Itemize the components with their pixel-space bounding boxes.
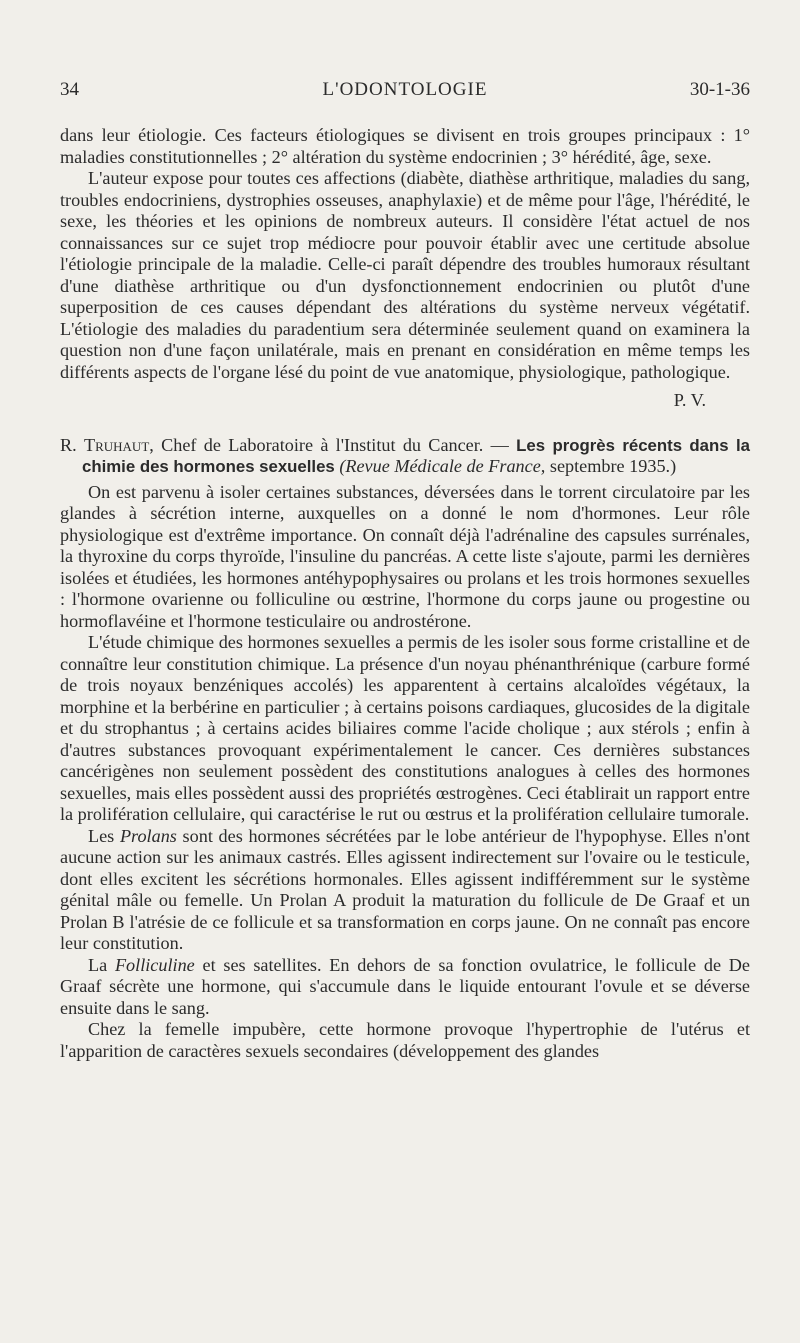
term-prolans: Prolans [119,825,177,846]
running-header [60,79,750,103]
paragraph: dans leur étiologie. Ces facteurs étiologiques se divisent en trois groupes principaux : 1° maladies constitutionnelles ; 2° altération du système endocrinien ; 3° hérédité, âge, sexe. [60,125,750,167]
source-date: septembre 1935.) [549,456,677,476]
journal-title: L'ODONTOLOGIE [322,79,488,100]
author-role: , Chef de Laboratoire à l'Institut du Cancer. — [149,434,509,455]
author-initial: R. [60,434,77,455]
paragraph: Chez la femelle impubère, cette hormone provoque l'hypertrophie de l'utérus et l'apparition de caractères sexuels secondaires (développement des glandes [60,1019,750,1061]
text-run: et ses satellites. En dehors de sa fonction ovulatrice, le follicule de De Graaf sécrète une hormone, qui s'accumule dans le liquide entourant l'ovule et se déverse ensuite dans le sang. [60,954,750,1018]
source-journal: (Revue Médicale de France, [339,456,546,476]
paragraph [60,826,750,955]
reviewer-signature: P. V. [673,390,706,410]
text-run: Les [88,825,120,846]
article-body [60,125,750,1062]
text-run: sont des hormones sécrétées par le lobe antérieur de l'hypophyse. Elles n'ont aucune action sur les animaux castrés. Elles agissent indirectement sur l'ovaire ou le testicule, dont elles excitent les sécrétions hormonales. Elles agissent indifféremment sur le système génital mâle ou femelle. Un Prolan A produit la maturation du follicule de De Graaf et un Prolan B l'atrésie de ce follicule et sa transformation en corps jaune. On ne connaît pas encore leur constitution. [60,825,750,953]
paragraph [60,955,750,1020]
author-name: Truhaut [83,434,150,455]
article-title: Les progrès récents dans la chimie des hormones sexuelles [82,435,751,476]
text-run: La [88,954,115,975]
issue-date: 30-1-36 [689,79,750,100]
term-folliculine: Folliculine [114,954,195,975]
paragraph: On est parvenu à isoler certaines substances, déversées dans le torrent circulatoire par les glandes à sécrétion interne, auxquelles on a donné le nom d'hormones. Leur rôle physiologique est d'extrême importance. On connaît déjà l'adrénaline des capsules surrénales, la thyroxine du corps thyroïde, l'insuline du pancréas. A cette liste s'ajoute, parmi les dernières isolées et étudiées, les hormones antéhypophysaires ou prolans et les trois hormones sexuelles : l'hormone ovarienne ou folliculine ou œstrine, l'hormone du corps jaune ou progestine ou hormoflavéine et l'hormone testiculaire ou androstérone. [60,481,750,631]
page-number: 34 [60,79,79,100]
paragraph: L'étude chimique des hormones sexuelles a permis de les isoler sous forme cristalline et de connaître leur constitution chimique. La présence d'un noyau phénanthrénique (carbure formé de trois noyaux benzéniques accolés) les apparentent à certains alcaloïdes végétaux, la morphine et la berbérine en particulier ; à certains poisons cardiaques, glucosides de la digitale et du strophantus ; à certains acides biliaires comme l'acide cholique ; aux stérols ; enfin à d'autres substances provoquant expérimentalement le cancer. Ces dernières substances cancérigènes non seulement possèdent des constitutions analogues à celles des hormones sexuelles, mais elles possèdent aussi des propriétés œstrogènes. Ceci établirait un rapport entre la prolifération cellulaire, qui caractérise le rut ou œstrus et la prolifération cellulaire tumorale. [60,632,750,824]
article-reference [60,435,750,478]
paragraph: L'auteur expose pour toutes ces affections (diabète, diathèse arthritique, maladies du sang, troubles endocriniens, dystrophies osseuses, anaphylaxie) et de même pour l'âge, l'hérédité, le sexe, les théories et les opinions de nombreux auteurs. Il considère l'état actuel de nos connaissances sur ce sujet trop médiocre pour pouvoir établir avec une certitude absolue l'étiologie principale de la maladie. Celle-ci paraît dépendre des troubles humoraux résultant d'une diathèse arthritique ou d'un dysfonctionnement endocrinien ou plutôt d'une superposition de ces causes dépendant des altérations du système nerveux végétatif. L'étiologie des maladies du paradentium sera déterminée seulement quand on examinera la question non d'une façon unilatérale, mais en prenant en considération en même temps les différents aspects de l'organe lésé du point de vue anatomique, physiologique, pathologique. [60,168,750,382]
